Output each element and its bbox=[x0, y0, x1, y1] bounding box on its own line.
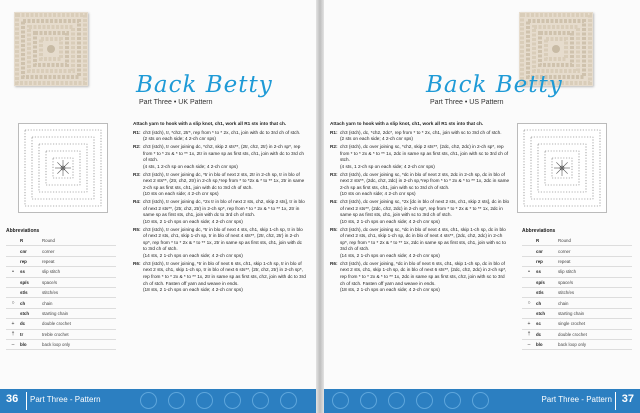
abbreviation-description: stitch/es bbox=[42, 290, 59, 296]
abbreviation-code: rep bbox=[20, 258, 27, 264]
round-label: R2: bbox=[330, 144, 338, 150]
round-stitch-count: (4 sts, 1 2-ch sp on each side; 4 2-ch cnr sps) bbox=[143, 163, 238, 169]
round-label: R4: bbox=[330, 199, 338, 205]
round-text-block bbox=[143, 144, 307, 170]
pattern-round bbox=[330, 261, 510, 294]
stitch-symbol-icon: • bbox=[12, 268, 14, 275]
abbreviation-code: blo bbox=[536, 342, 543, 348]
abbreviation-row bbox=[6, 257, 116, 267]
pattern-intro: Attach yarn to hook with a slip knot, ch1, work all R1 sts into that ch. bbox=[330, 121, 484, 126]
abbreviation-description: repeat bbox=[558, 258, 571, 264]
round-text-block bbox=[340, 172, 510, 198]
round-text-block bbox=[143, 172, 307, 198]
footer-section-label: Part Three - Pattern bbox=[30, 395, 101, 404]
abbreviation-description: chain bbox=[42, 300, 53, 306]
abbreviation-description: back loop only bbox=[42, 342, 71, 348]
round-stitch-count: (14 sts, 2 1-ch sps on each side; 4 2-ch cnr sps) bbox=[340, 252, 440, 258]
pattern-round bbox=[330, 227, 510, 260]
yarn-ball-icon bbox=[196, 392, 213, 409]
pattern-round bbox=[133, 144, 307, 170]
round-label: R5: bbox=[330, 226, 338, 232]
page-footer bbox=[322, 389, 640, 413]
abbreviation-description: chain bbox=[558, 300, 569, 306]
crochet-square-photo bbox=[14, 12, 88, 86]
footer-divider bbox=[26, 392, 27, 410]
pattern-instructions bbox=[330, 121, 510, 295]
stitch-symbol-icon: † bbox=[527, 331, 531, 338]
abbreviation-code: stch bbox=[536, 310, 546, 316]
round-instructions: ch3 (stch), tr over joining, *tr in blo of next 6 sts, ch1, skip 1-ch sp, tr in blo of next 2 sts, ch1, skip 1-ch sp, tr in blo of next 6 sts**, (2tr, ch2, 2tr) in 2-ch sp*, rep from * to * 2x & * to ** 1x, 2tr in same sp as first sts, ch2, join with dc to 3rd ch of stch. Fasten off yarn and weave in ends. bbox=[143, 260, 306, 286]
pattern-title: Back Betty bbox=[426, 72, 563, 98]
pattern-round bbox=[133, 261, 307, 294]
round-label: R3: bbox=[330, 171, 338, 177]
pattern-round bbox=[330, 144, 510, 170]
crochet-chart-diagram bbox=[18, 123, 108, 213]
round-instructions: ch3 (stch), tr over joining dc, *tr in blo of next 4 sts, ch1, skip 1-ch sp, tr in blo of next 2 sts, ch1, skip 1-ch sp, tr in blo of next 4 sts**, (2tr, ch2, 2tr) in 2-ch sp*, rep from * to * 2x & * to ** 1x, 2tr in same sp as first sts, ch1, join with dc to 3rd ch of stch. bbox=[143, 226, 303, 252]
abbreviation-code: R bbox=[20, 238, 24, 244]
abbreviation-row bbox=[522, 288, 632, 298]
yarn-ball-icon bbox=[472, 392, 489, 409]
abbreviation-description: slip stitch bbox=[558, 269, 577, 275]
abbreviation-code: cnr bbox=[20, 248, 27, 254]
round-instructions: ch3 (stch), tr over joining dc, *2x tr in blo of next 2 sts, ch2, skip 2 sts], tr in blo of next 2 sts**, (2tr, ch2, 2tr) in 2-ch sp*, rep from * to * 2x & * to ** 1x, 2tr in same sp as first sts, ch1, join with dc to 3rd ch of stch. bbox=[143, 199, 305, 218]
pattern-round bbox=[330, 172, 510, 198]
pattern-round bbox=[330, 130, 510, 143]
abbreviation-row bbox=[6, 298, 116, 308]
abbreviation-row bbox=[6, 340, 116, 350]
abbreviation-description: space/s bbox=[42, 279, 58, 285]
abbreviation-code: st/s bbox=[20, 290, 28, 296]
round-text-block bbox=[340, 227, 510, 260]
round-label: R1: bbox=[133, 129, 141, 135]
round-instructions: ch3 (stch), dc over joining sc, *dc in blo of next 4 sts, ch1, skip 1-ch sp, dc in blo of next 2 sts, ch1, skip 1-ch sp, dc in blo of next 4 sts**, (2dc, ch2, 2dc) in 2-ch sp*, rep from * to * 2x & * to ** 1x, 2dc in same sp as first sts, ch1, join with sc to 3rd ch of stch. bbox=[340, 226, 506, 252]
round-stitch-count: (18 sts, 2 1-ch sps on each side; 4 2-ch cnr sps) bbox=[340, 287, 440, 293]
round-instructions: ch3 (stch), tr over joining dc, *ch2, skip 2 sts**, (2tr, ch2, 2tr) in 2-ch sp*, rep from * to * 2x & * to ** 1x, 2tr in same sp as first sts, ch1, join with dc to 3rd ch of stch. bbox=[143, 144, 305, 163]
page-left bbox=[0, 0, 318, 413]
abbreviation-row bbox=[6, 246, 116, 256]
round-stitch-count: (2 sts on each side; 4 2-ch cnr sps) bbox=[340, 136, 413, 142]
pattern-round bbox=[133, 130, 307, 143]
pattern-subtitle: Part Three • UK Pattern bbox=[139, 99, 213, 106]
round-label: R1: bbox=[330, 129, 338, 135]
abbreviation-description: slip stitch bbox=[42, 269, 61, 275]
yarn-ball-icon bbox=[360, 392, 377, 409]
abbreviation-description: starting chain bbox=[558, 310, 585, 316]
round-label: R3: bbox=[133, 171, 141, 177]
round-text-block bbox=[340, 130, 510, 143]
abbreviation-description: single crochet bbox=[558, 321, 586, 327]
abbreviation-code: sc bbox=[536, 321, 541, 327]
abbreviation-description: corner bbox=[42, 248, 55, 254]
abbreviation-description: starting chain bbox=[42, 310, 69, 316]
stitch-symbol-icon: – bbox=[11, 341, 15, 348]
abbreviation-description: space/s bbox=[558, 279, 574, 285]
abbreviation-row bbox=[6, 267, 116, 277]
round-label: R4: bbox=[133, 199, 141, 205]
abbreviation-code: tr bbox=[20, 331, 24, 337]
abbreviation-row bbox=[522, 278, 632, 288]
abbreviation-row bbox=[6, 319, 116, 329]
abbreviation-code: st/s bbox=[536, 290, 544, 296]
abbreviation-row bbox=[522, 340, 632, 350]
abbreviation-code: dc bbox=[536, 331, 542, 337]
yarn-ball-icon bbox=[444, 392, 461, 409]
abbreviation-code: stch bbox=[20, 310, 30, 316]
abbreviation-description: repeat bbox=[42, 258, 55, 264]
page-number: 36 bbox=[6, 393, 19, 405]
abbreviation-row bbox=[522, 298, 632, 308]
abbreviation-code: ch bbox=[20, 300, 26, 306]
round-text-block bbox=[143, 199, 307, 225]
round-stitch-count: (10 sts on each side; 4 2-ch cnr sps) bbox=[340, 191, 416, 197]
yarn-ball-icon bbox=[332, 392, 349, 409]
round-instructions: ch3 (stch), tr over joining dc, *tr in blo of next 2 sts, 2tr in 2-ch sp, tr in blo of next 2 sts**, (2tr, ch2, 2tr) in 2-ch sp,*rep from * to *2x & * to ** 1x, 2tr in same 2-ch sp as first sts, ch1, join with dc to 3rd ch of stch. bbox=[143, 171, 305, 190]
round-label: R2: bbox=[133, 144, 141, 150]
abbreviation-code: sp/s bbox=[536, 279, 545, 285]
round-instructions: ch3 (stch), dc, *ch2, 2dc*, rep from * to * 2x, ch1, join with sc to 3rd ch of stch. bbox=[340, 129, 502, 135]
round-instructions: ch3 (stch), dc over joining sc, *dc in blo of next 2 sts, 2dc in 2-ch sp, dc in blo of next 2 sts**, (2dc, ch2, 2dc) in 2-ch sp,*rep from * to * 2x & * to ** 1x, 2dc in same 2-ch sp as first sts, ch1, join with sc to 3rd ch of stch. bbox=[340, 171, 510, 190]
abbreviation-code: blo bbox=[20, 342, 27, 348]
pattern-round bbox=[133, 227, 307, 260]
abbreviation-row bbox=[522, 236, 632, 246]
abbreviation-row bbox=[6, 236, 116, 246]
round-text-block bbox=[340, 261, 510, 294]
abbreviation-description: double crochet bbox=[42, 321, 71, 327]
pattern-instructions bbox=[133, 121, 307, 295]
abbreviation-row bbox=[522, 246, 632, 256]
yarn-ball-icon bbox=[388, 392, 405, 409]
round-stitch-count: (2 sts on each side; 4 2-ch cnr sps) bbox=[143, 136, 216, 142]
abbreviation-description: stitch/es bbox=[558, 290, 575, 296]
abbreviation-code: R bbox=[536, 238, 540, 244]
footer-section-label: Part Three - Pattern bbox=[541, 395, 612, 404]
abbreviation-description: corner bbox=[558, 248, 571, 254]
abbreviation-code: rep bbox=[536, 258, 543, 264]
round-stitch-count: (10 sts, 2 1-ch sps on each side; 4 2-ch cnr sps) bbox=[143, 218, 243, 224]
abbreviation-code: dc bbox=[20, 321, 26, 327]
round-label: R6: bbox=[133, 260, 141, 266]
round-label: R6: bbox=[330, 260, 338, 266]
stitch-symbol-icon: • bbox=[528, 268, 530, 275]
round-text-block bbox=[340, 144, 510, 170]
abbreviation-row bbox=[6, 288, 116, 298]
round-text-block bbox=[340, 199, 510, 225]
stitch-symbol-icon: – bbox=[527, 341, 531, 348]
page-right bbox=[322, 0, 640, 413]
round-stitch-count: (10 sts, 2 1-ch sps on each side; 4 2-ch cnr sps) bbox=[340, 218, 440, 224]
pattern-round bbox=[330, 199, 510, 225]
pattern-intro: Attach yarn to hook with a slip knot, ch1, work all R1 sts into that ch. bbox=[133, 121, 287, 126]
stitch-symbol-icon: ○ bbox=[11, 300, 15, 307]
pattern-round bbox=[133, 199, 307, 225]
round-stitch-count: (18 sts, 2 1-ch sps on each side; 4 2-ch cnr sps) bbox=[143, 287, 243, 293]
pattern-round bbox=[133, 172, 307, 198]
abbreviation-code: ss bbox=[20, 269, 25, 275]
abbreviation-code: ss bbox=[536, 269, 541, 275]
crochet-chart-diagram bbox=[517, 123, 607, 213]
round-text-block bbox=[143, 130, 307, 143]
round-instructions: ch3 (stch), dc over joining sc, *ch2, skip 2 sts**, (2dc, ch2, 2dc) in 2-ch sp*, rep from * to * 2x & * to ** 1x, 2dc in same sp as first sts, ch1, join with sc to 3rd ch of stch. bbox=[340, 144, 509, 163]
round-label: R5: bbox=[133, 226, 141, 232]
round-instructions: ch3 (stch), tr, *ch2, 2tr*, rep from * to * 2x, ch1, join with dc to 3rd ch of stch. bbox=[143, 129, 301, 135]
stitch-symbol-icon: + bbox=[11, 320, 15, 327]
abbreviation-description: treble crochet bbox=[42, 331, 69, 337]
yarn-ball-icon bbox=[280, 392, 297, 409]
abbreviation-row bbox=[522, 319, 632, 329]
abbreviation-description: Round bbox=[558, 238, 571, 244]
abbreviations-title: Abbreviations bbox=[522, 228, 556, 234]
abbreviations-title: Abbreviations bbox=[6, 228, 40, 234]
abbreviation-row bbox=[6, 330, 116, 340]
yarn-ball-icon bbox=[416, 392, 433, 409]
abbreviation-row bbox=[522, 267, 632, 277]
pattern-title: Back Betty bbox=[136, 72, 273, 98]
pattern-subtitle: Part Three • US Pattern bbox=[430, 99, 504, 106]
abbreviation-description: Round bbox=[42, 238, 55, 244]
yarn-ball-icon bbox=[224, 392, 241, 409]
abbreviation-row bbox=[6, 309, 116, 319]
yarn-ball-icon bbox=[140, 392, 157, 409]
abbreviation-description: back loop only bbox=[558, 342, 587, 348]
page-number: 37 bbox=[621, 393, 634, 405]
round-text-block bbox=[143, 227, 307, 260]
stitch-symbol-icon: + bbox=[527, 320, 531, 327]
abbreviation-description: double crochet bbox=[558, 331, 587, 337]
abbreviation-row bbox=[522, 309, 632, 319]
round-instructions: ch3 (stch), dc over joining sc, *2x [dc in blo of next 2 sts, ch1, skip 2 sts], dc in blo of next 2 sts**, (2dc, ch2, 2dc) in 2-ch sp*, rep from * to * 2x & * to ** 1x, 2dc in same sp as first sts, ch1, join with sc to 3rd ch of stch. bbox=[340, 199, 510, 218]
footer-divider bbox=[615, 392, 616, 410]
abbreviations-table bbox=[6, 228, 116, 350]
abbreviations-table bbox=[522, 228, 632, 350]
stitch-symbol-icon: ○ bbox=[527, 300, 531, 307]
book-gutter bbox=[316, 0, 324, 413]
abbreviation-code: sp/s bbox=[20, 279, 29, 285]
yarn-ball-icon bbox=[168, 392, 185, 409]
round-instructions: ch3 (stch), dc over joining, *dc in blo of next 6 sts, ch1, skip 1-ch sp, dc in blo of next 2 sts, ch1, skip 1-ch sp, dc in blo of next 6 sts**, (2dc, ch2, 2dc) in 2-ch sp*, rep from * to * 2x & * to ** 1x, 2dc in same sp as first sts, ch2, join with sc to 3rd ch of stch. Fasten off yarn and weave in ends. bbox=[340, 260, 507, 286]
abbreviation-row bbox=[522, 330, 632, 340]
stitch-symbol-icon: † bbox=[11, 331, 15, 338]
round-text-block bbox=[143, 261, 307, 294]
abbreviation-row bbox=[6, 278, 116, 288]
abbreviation-code: cnr bbox=[536, 248, 543, 254]
round-stitch-count: (10 sts on each side; 4 2-ch cnr sps) bbox=[143, 191, 219, 197]
page-footer bbox=[0, 389, 318, 413]
round-stitch-count: (14 sts, 2 1-ch sps on each side; 4 2-ch cnr sps) bbox=[143, 252, 243, 258]
abbreviation-row bbox=[522, 257, 632, 267]
round-stitch-count: (4 sts, 1 2-ch sp on each side; 4 2-ch cnr sps) bbox=[340, 163, 435, 169]
abbreviation-code: ch bbox=[536, 300, 542, 306]
yarn-ball-icon bbox=[252, 392, 269, 409]
